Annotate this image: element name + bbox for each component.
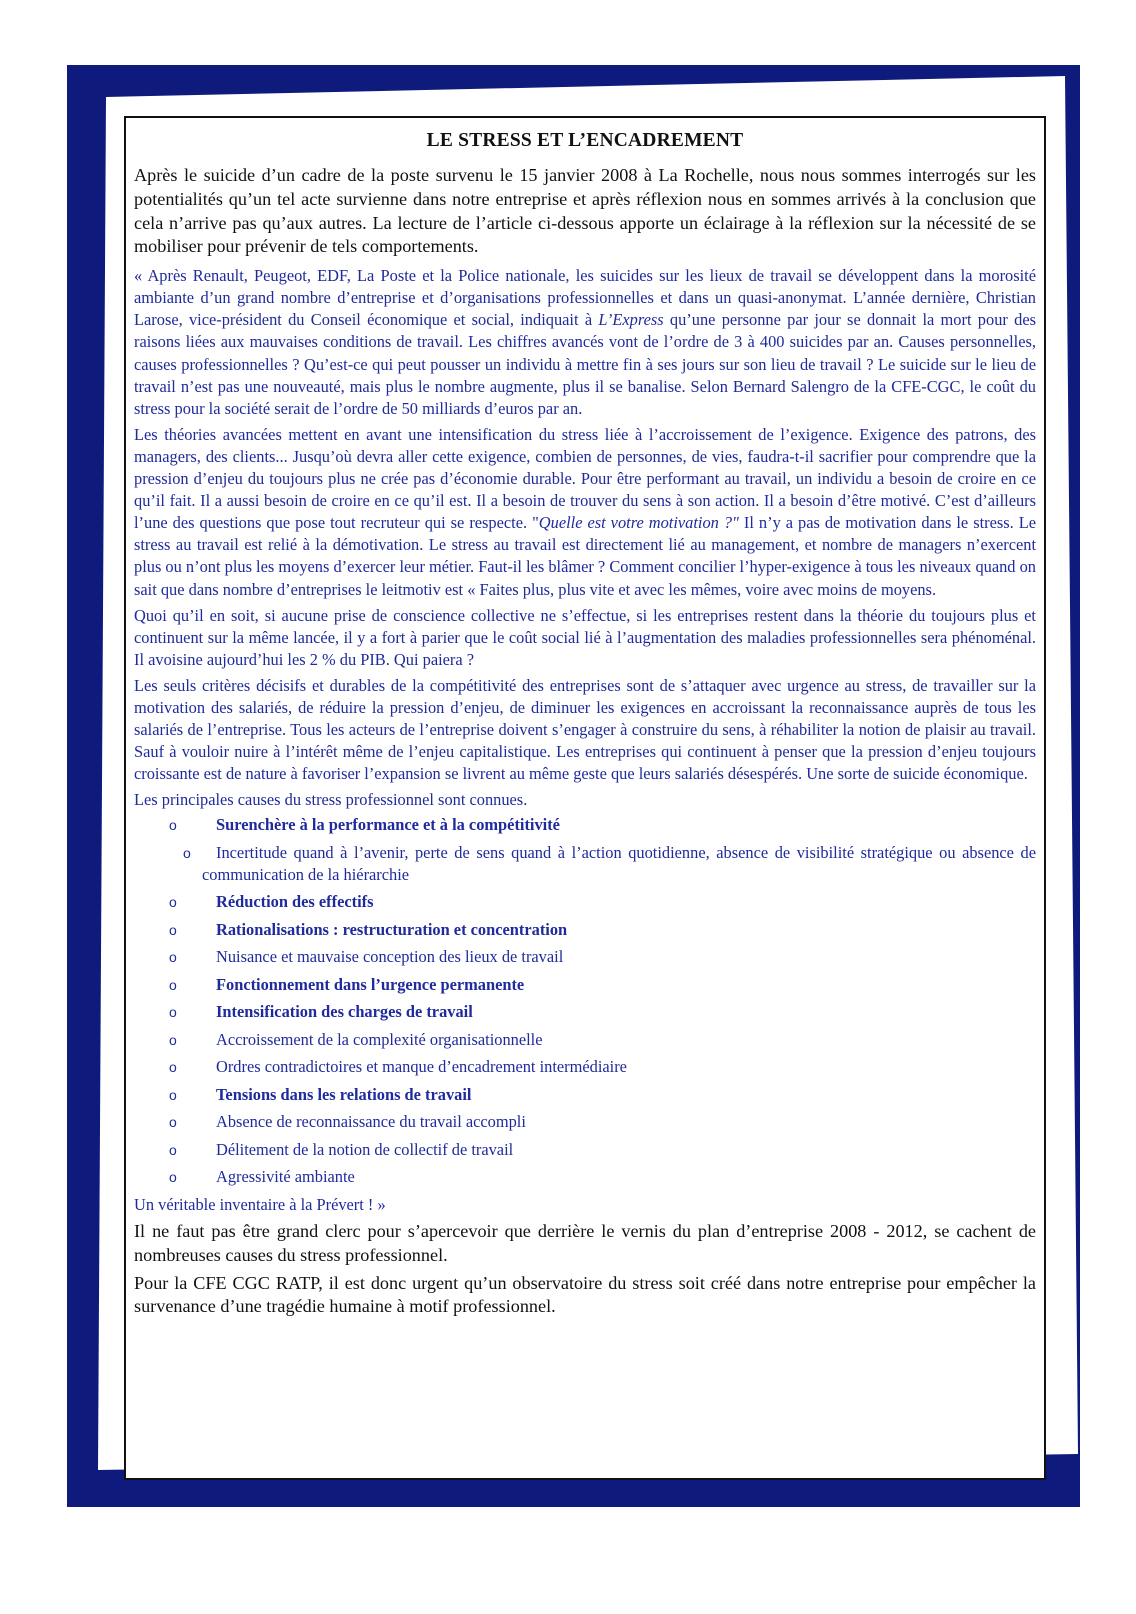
causes-list [134,814,1036,1188]
bullet-icon: o [169,1141,177,1158]
bullet-icon: o [169,1114,177,1131]
conclusion-paragraph-1: Il ne faut pas être grand clerc pour s’apercevoir que derrière le vernis du plan d’entreprise 2008 - 2012, se cachent de nombreuses causes du stress professionnel. [134,1221,1036,1265]
bullet-icon: o [169,1059,177,1076]
quoted-article [134,265,1036,1216]
quote-paragraph-4: Les seuls critères décisifs et durables de la compétitivité des entreprises sont de s’attaquer avec urgence au stress, de travailler sur la motivation des salariés, de réduire la pression d’enjeu, de diminuer les exigences en accroissant la reconnaissance auprès de tous les salariés de l’entreprise. Tous les acteurs de l’entreprise doivent s’engager à construire du sens, à réhabiliter la notion de plaisir au travail. Sauf à vouloir nuire à l’intérêt même de l’enjeu capitalistique. Les entreprises qui continuent à penser que la pression d’enjeu toujours croissante est de nature à favoriser l’expansion se livrent au même geste que leurs salariés désespérés. Une sorte de suicide économique. [134,675,1036,784]
bullet-icon: o [183,844,191,861]
quote-closing: Un véritable inventaire à la Prévert ! » [134,1194,386,1214]
quote-paragraph-2: Les théories avancées mettent en avant une intensification du stress liée à l’accroissement de l’exigence. Exigence des patrons, des managers, des clients... Jusqu’où devra aller cette exigence, combien de personnes, de vies, faudra-t-il sacrifier pour comprendre que la pression d’enjeu du toujours plus ne crée pas d’économie durable. Pour être performant au travail, un individu a besoin de croire en ce qu’il fait. Il a aussi besoin de croire en ce qu’il est. Il a besoin de trouver du sens à son action. Il a besoin d’être motivé. C’est d’ailleurs l’une des questions que pose tout recruteur qui se respecte. "Quelle est votre motivation ?" Il n’y a pas de motivation dans le stress. Le stress au travail est relié à la démotivation. Le stress au travail est directement lié au management, et nombre de managers n’exercent plus ou n’ont plus les moyens d’exercer leur métier. Faut-il les blâmer ? Comment concilier l’hyper-exigence à tous les niveaux quand on sait que dans nombre d’entreprises le leitmotiv est « Faites plus, plus vite et avec les mêmes, voire avec moins de moyens. [134,424,1036,599]
conclusion-paragraph-2: Pour la CFE CGC RATP, il est donc urgent qu’un observatoire du stress soit créé dans notre entreprise pour empêcher la survenance d’une tragédie humaine à motif professionnel. [134,1272,1036,1317]
list-item: o Fonctionnement dans l’urgence permanente [169,974,525,994]
list-item: o Rationalisations : restructuration et concentration [169,919,568,939]
quoted-question: Quelle est votre motivation ?" [538,513,739,533]
list-item: o Nuisance et mauvaise conception des lieux de travail [169,947,564,967]
conclusion [134,1220,1036,1319]
bullet-icon: o [169,894,177,911]
list-item: o Surenchère à la performance et à la compétitivité [169,815,560,835]
causes-intro: Les principales causes du stress professionnel sont connues. [134,790,528,810]
article-title: LE STRESS ET L’ENCADREMENT [426,130,744,151]
bullet-icon: o [169,976,177,993]
list-item: o Réduction des effectifs [169,892,374,912]
bullet-icon: o [169,949,177,966]
publication-name: L’Express [598,310,664,330]
list-item: o Incertitude quand à l’avenir, perte de sens quand à l’action quotidienne, absence de visibilité stratégique ou absence de communication de la hiérarchie [134,842,1036,886]
list-item: o Accroissement de la complexité organisationnelle [169,1029,543,1049]
quote-paragraph-3: Quoi qu’il en soit, si aucune prise de conscience collective ne s’effectue, si les entreprises restent dans la théorie du toujours plus et continuent sur la même lancée, il y a fort à parier que le coût social lié à l’augmentation des maladies professionnelles sera phénoménal. Il avoisine aujourd’hui les 2 % du PIB. Qui paiera ? [134,605,1036,669]
bullet-icon: o [169,1169,177,1186]
bullet-icon: o [169,817,177,834]
list-item: o Agressivité ambiante [169,1167,355,1187]
bullet-icon: o [169,1031,177,1048]
bullet-icon: o [169,1086,177,1103]
bullet-icon: o [169,921,177,938]
list-item: o Délitement de la notion de collectif de travail [169,1139,514,1159]
list-item: o Tensions dans les relations de travail [169,1084,472,1104]
article-box [124,116,1046,1480]
quote-paragraph-1: « Après Renault, Peugeot, EDF, La Poste et la Police nationale, les suicides sur les lieux de travail se développent dans la morosité ambiante d’un grand nombre d’entreprise et d’organisations professionnelles et dans un quasi-anonymat. L’année dernière, Christian Larose, vice-président du Conseil économique et social, indiquait à L’Express qu’une personne par jour se donnait la mort pour des raisons liées aux mauvaises conditions de travail. Les chiffres avancés vont de l’ordre de 3 à 400 suicides par an. Causes personnelles, causes professionnelles ? Qu’est-ce qui peut pousser un individu à mettre fin à ses jours sur son lieu de travail ? Le suicide sur le lieu de travail n’est pas une nouveauté, mais plus le nombre augmente, plus il se banalise. Selon Bernard Salengro de la CFE-CGC, le coût du stress pour la société serait de l’ordre de 50 milliards d’euros par an. [134,266,1036,418]
bullet-icon: o [169,1004,177,1021]
list-item: o Ordres contradictoires et manque d’encadrement intermédiaire [169,1057,627,1077]
list-item: o Absence de reconnaissance du travail accompli [169,1112,526,1132]
list-item: o Intensification des charges de travail [169,1002,473,1022]
intro-paragraph: Après le suicide d’un cadre de la poste survenu le 15 janvier 2008 à La Rochelle, nous nous sommes interrogés sur les potentialités qu’un tel acte survienne dans notre entreprise et après réflexion nous en sommes arrivés à la conclusion que cela n’arrive pas qu’aux autres. La lecture de l’article ci-dessous apporte un éclairage à la réflexion sur la nécessité de se mobiliser pour prévenir de tels comportements. [134,165,1036,257]
